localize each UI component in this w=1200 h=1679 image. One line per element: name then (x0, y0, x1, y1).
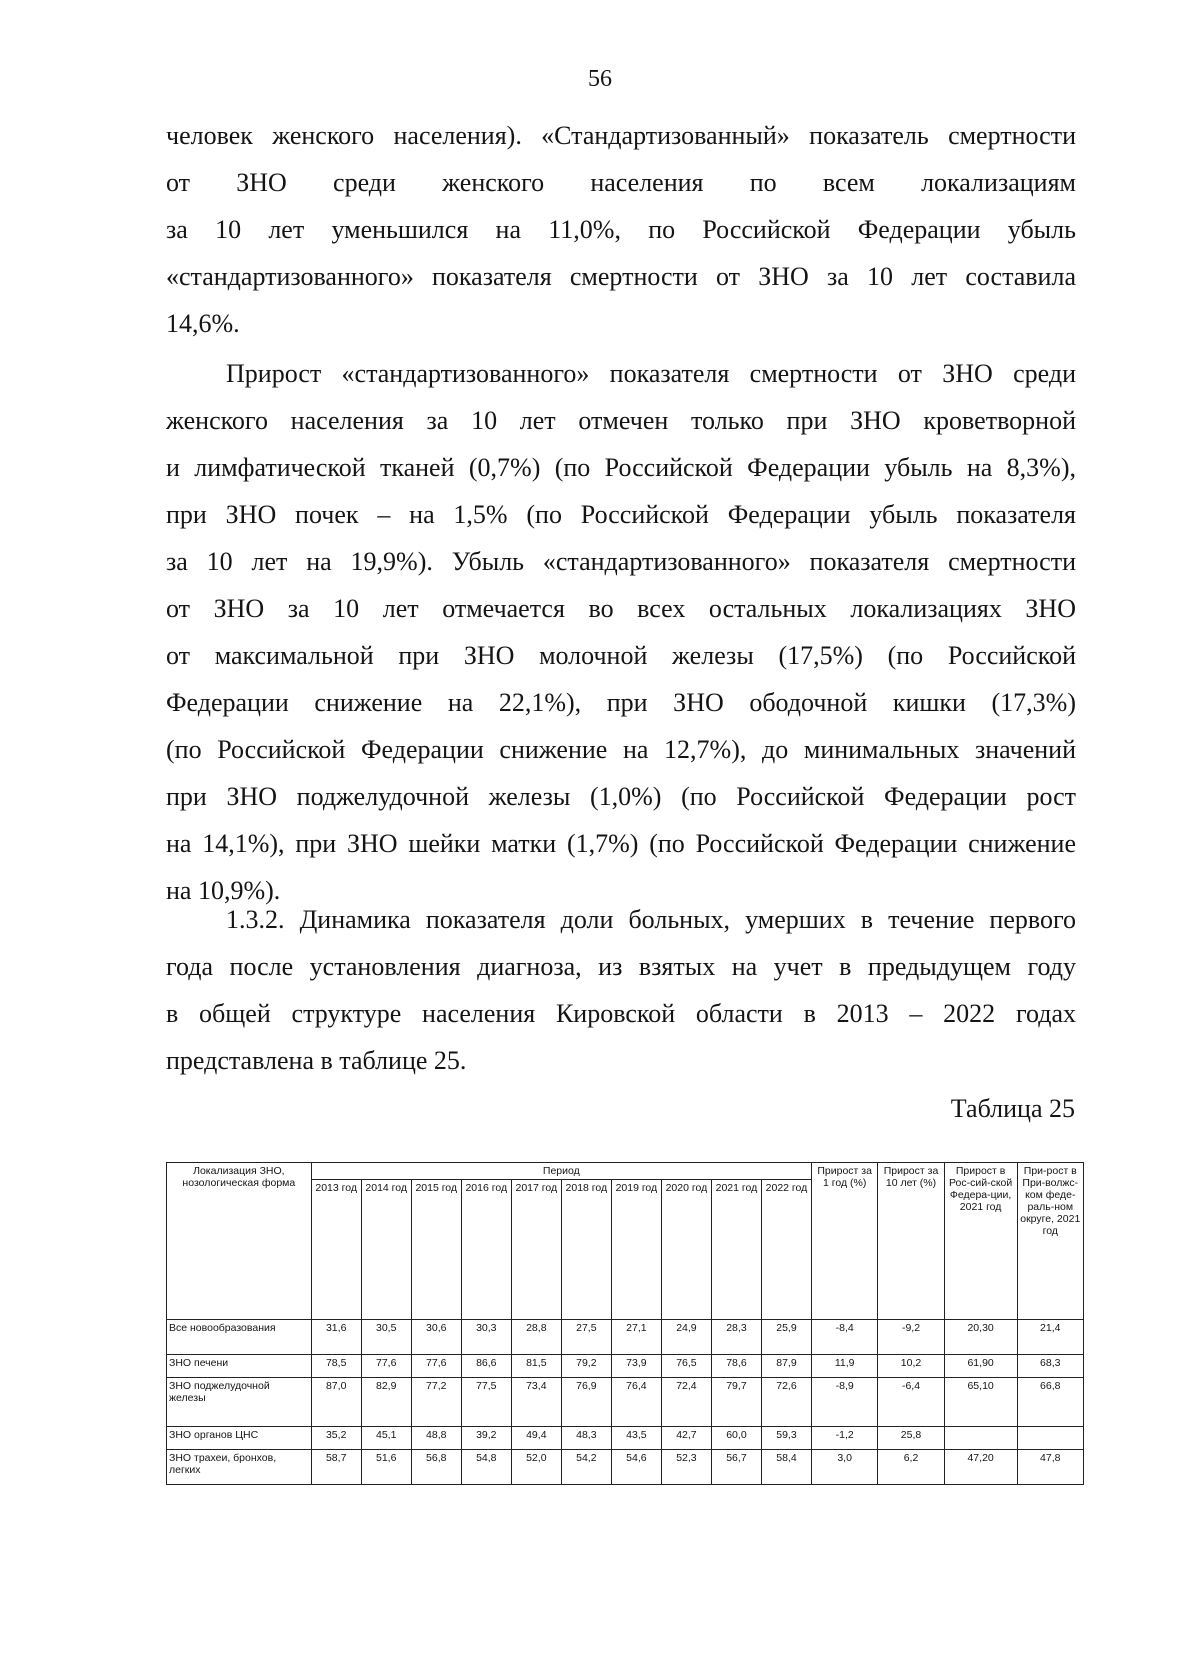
year-value-cell: 58,7 (311, 1450, 361, 1485)
year-value-cell: 56,8 (411, 1450, 461, 1485)
year-value-cell: 73,9 (611, 1355, 661, 1378)
text-line: 1.3.2. Динамика показателя доли больных, умерших в течение первого (226, 905, 1076, 934)
year-value-cell: 82,9 (361, 1378, 411, 1427)
year-value-cell: 72,4 (661, 1378, 711, 1427)
growth-pfo-cell (1017, 1427, 1083, 1450)
row-localization: ЗНО органов ЦНС (167, 1427, 312, 1450)
paragraph-2 (166, 350, 1076, 914)
growth-1y-cell: -8,9 (811, 1378, 877, 1427)
text-line: при ЗНО поджелудочной железы (1,0%) (по Российской Федерации рост (166, 782, 1076, 811)
growth-10y-cell: 6,2 (878, 1450, 944, 1485)
year-value-cell: 39,2 (461, 1427, 511, 1450)
year-value-cell: 76,4 (611, 1378, 661, 1427)
year-value-cell: 24,9 (661, 1320, 711, 1355)
growth-10y-cell: 25,8 (878, 1427, 944, 1450)
header-year: 2021 год (711, 1180, 761, 1320)
year-value-cell: 43,5 (611, 1427, 661, 1450)
header-year: 2017 год (511, 1180, 561, 1320)
year-value-cell: 28,8 (511, 1320, 561, 1355)
year-value-cell: 73,4 (511, 1378, 561, 1427)
table-row (167, 1378, 1084, 1427)
year-value-cell: 81,5 (511, 1355, 561, 1378)
table-row (167, 1427, 1084, 1450)
year-value-cell: 77,6 (361, 1355, 411, 1378)
year-value-cell: 79,7 (711, 1378, 761, 1427)
growth-10y-cell: 10,2 (878, 1355, 944, 1378)
header-localization: Локализация ЗНО, нозологическая форма (167, 1163, 312, 1320)
year-value-cell: 87,9 (761, 1355, 811, 1378)
header-growth-rf: Прирост в Рос-сий-ской Федера-ции, 2021 год (944, 1163, 1017, 1320)
year-value-cell: 86,6 (461, 1355, 511, 1378)
year-value-cell: 54,8 (461, 1450, 511, 1485)
year-value-cell: 76,5 (661, 1355, 711, 1378)
text-line: (по Российской Федерации снижение на 12,7%), до минимальных значений (166, 735, 1076, 764)
text-line: Прирост «стандартизованного» показателя смертности от ЗНО среди (226, 359, 1076, 388)
table-row (167, 1320, 1084, 1355)
year-value-cell: 87,0 (311, 1378, 361, 1427)
table-caption: Таблица 25 (950, 1094, 1075, 1123)
header-growth-10y: Прирост за 10 лет (%) (878, 1163, 944, 1320)
year-value-cell: 78,5 (311, 1355, 361, 1378)
year-value-cell: 58,4 (761, 1450, 811, 1485)
growth-rf-cell: 61,90 (944, 1355, 1017, 1378)
row-localization: ЗНО поджелудочной железы (167, 1378, 312, 1427)
text-line: при ЗНО почек – на 1,5% (по Российской Федерации убыль показателя (166, 500, 1076, 529)
text-line: на 14,1%), при ЗНО шейки матки (1,7%) (по Российской Федерации снижение (166, 829, 1076, 858)
page-number: 56 (588, 66, 612, 92)
paragraph-3 (166, 896, 1076, 1084)
year-value-cell: 79,2 (561, 1355, 611, 1378)
growth-pfo-cell: 66,8 (1017, 1378, 1083, 1427)
year-value-cell: 48,3 (561, 1427, 611, 1450)
text-line: и лимфатической тканей (0,7%) (по Российской Федерации убыль на 8,3%), (166, 453, 1076, 482)
text-line: 14,6%. (166, 309, 240, 338)
table-row (167, 1355, 1084, 1378)
paragraph-1 (166, 112, 1076, 347)
row-localization: ЗНО печени (167, 1355, 312, 1378)
header-period: Период (311, 1163, 811, 1180)
header-year: 2018 год (561, 1180, 611, 1320)
year-value-cell: 49,4 (511, 1427, 561, 1450)
year-value-cell: 56,7 (711, 1450, 761, 1485)
table-row (167, 1450, 1084, 1485)
text-line: от ЗНО за 10 лет отмечается во всех остальных локализациях ЗНО (166, 594, 1076, 623)
header-year: 2022 год (761, 1180, 811, 1320)
growth-pfo-cell: 68,3 (1017, 1355, 1083, 1378)
text-line: Федерации снижение на 22,1%), при ЗНО ободочной кишки (17,3%) (166, 688, 1076, 717)
text-line: представлена в таблице 25. (166, 1046, 467, 1075)
text-line: года после установления диагноза, из взятых на учет в предыдущем году (166, 952, 1076, 981)
year-value-cell: 30,5 (361, 1320, 411, 1355)
header-year: 2019 год (611, 1180, 661, 1320)
growth-10y-cell: -6,4 (878, 1378, 944, 1427)
growth-1y-cell: 11,9 (811, 1355, 877, 1378)
header-year: 2020 год (661, 1180, 711, 1320)
text-line: в общей структуре населения Кировской области в 2013 – 2022 годах (166, 999, 1076, 1028)
year-value-cell: 72,6 (761, 1378, 811, 1427)
growth-1y-cell: -1,2 (811, 1427, 877, 1450)
year-value-cell: 54,2 (561, 1450, 611, 1485)
growth-1y-cell: -8,4 (811, 1320, 877, 1355)
year-value-cell: 35,2 (311, 1427, 361, 1450)
row-localization: Все новообразования (167, 1320, 312, 1355)
mortality-table (166, 1162, 1084, 1485)
year-value-cell: 30,6 (411, 1320, 461, 1355)
year-value-cell: 30,3 (461, 1320, 511, 1355)
text-line: от ЗНО среди женского населения по всем локализациям (166, 168, 1076, 197)
text-line: от максимальной при ЗНО молочной железы (17,5%) (по Российской (166, 641, 1076, 670)
header-year: 2014 год (361, 1180, 411, 1320)
year-value-cell: 25,9 (761, 1320, 811, 1355)
text-line: человек женского населения). «Стандартизованный» показатель смертности (166, 121, 1076, 150)
growth-10y-cell: -9,2 (878, 1320, 944, 1355)
header-year: 2013 год (311, 1180, 361, 1320)
row-localization: ЗНО трахеи, бронхов, легких (167, 1450, 312, 1485)
text-line: женского населения за 10 лет отмечен только при ЗНО кроветворной (166, 406, 1076, 435)
growth-rf-cell: 65,10 (944, 1378, 1017, 1427)
year-value-cell: 27,5 (561, 1320, 611, 1355)
year-value-cell: 51,6 (361, 1450, 411, 1485)
year-value-cell: 77,2 (411, 1378, 461, 1427)
text-line: на 10,9%). (166, 876, 281, 905)
growth-rf-cell (944, 1427, 1017, 1450)
text-line: за 10 лет уменьшился на 11,0%, по Российской Федерации убыль (166, 215, 1076, 244)
header-growth-1y: Прирост за 1 год (%) (811, 1163, 877, 1320)
year-value-cell: 60,0 (711, 1427, 761, 1450)
header-year: 2016 год (461, 1180, 511, 1320)
year-value-cell: 78,6 (711, 1355, 761, 1378)
growth-rf-cell: 20,30 (944, 1320, 1017, 1355)
text-line: «стандартизованного» показателя смертности от ЗНО за 10 лет составила (166, 262, 1076, 291)
header-year: 2015 год (411, 1180, 461, 1320)
growth-rf-cell: 47,20 (944, 1450, 1017, 1485)
header-growth-pfo: При-рост в При-волжс-ком феде-раль-ном округе, 2021 год (1017, 1163, 1083, 1320)
growth-pfo-cell: 21,4 (1017, 1320, 1083, 1355)
year-value-cell: 54,6 (611, 1450, 661, 1485)
text-line: за 10 лет на 19,9%). Убыль «стандартизованного» показателя смертности (166, 547, 1076, 576)
year-value-cell: 52,3 (661, 1450, 711, 1485)
year-value-cell: 27,1 (611, 1320, 661, 1355)
year-value-cell: 31,6 (311, 1320, 361, 1355)
year-value-cell: 77,5 (461, 1378, 511, 1427)
year-value-cell: 59,3 (761, 1427, 811, 1450)
year-value-cell: 42,7 (661, 1427, 711, 1450)
year-value-cell: 45,1 (361, 1427, 411, 1450)
year-value-cell: 48,8 (411, 1427, 461, 1450)
year-value-cell: 52,0 (511, 1450, 561, 1485)
table-body (167, 1320, 1084, 1485)
year-value-cell: 76,9 (561, 1378, 611, 1427)
growth-pfo-cell: 47,8 (1017, 1450, 1083, 1485)
year-value-cell: 77,6 (411, 1355, 461, 1378)
year-value-cell: 28,3 (711, 1320, 761, 1355)
table-header-row (167, 1163, 1084, 1180)
growth-1y-cell: 3,0 (811, 1450, 877, 1485)
